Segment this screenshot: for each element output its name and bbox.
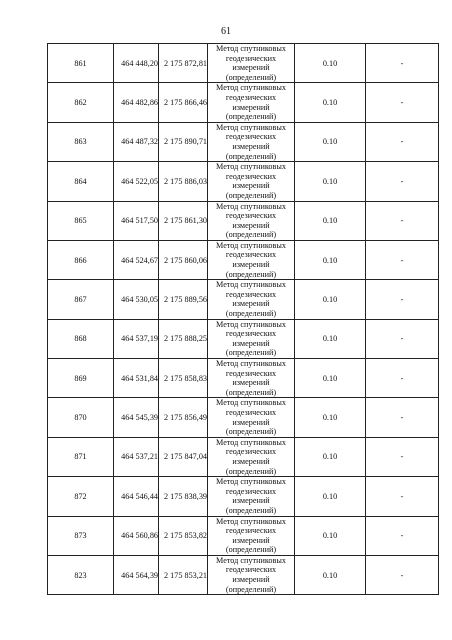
note-cell: -	[366, 516, 439, 555]
method-line: геодезических измерений	[225, 250, 277, 270]
method-line: геодезических измерений	[225, 53, 277, 73]
point-number-cell: 865	[48, 201, 114, 240]
y-coordinate-cell: 2 175 888,25	[159, 319, 208, 358]
x-coordinate-cell: 464 530,05	[114, 280, 159, 319]
method-cell	[208, 477, 295, 516]
method-line: (определений)	[225, 584, 277, 594]
note-cell: -	[366, 319, 439, 358]
table-row	[48, 280, 439, 319]
accuracy-cell: 0.10	[295, 162, 366, 201]
point-number-cell: 870	[48, 398, 114, 437]
note-cell: -	[366, 555, 439, 594]
note-cell: -	[366, 280, 439, 319]
method-cell	[208, 398, 295, 437]
x-coordinate-cell: 464 537,21	[114, 437, 159, 476]
note-cell: -	[366, 477, 439, 516]
point-number-cell: 863	[48, 122, 114, 161]
method-line: геодезических измерений	[225, 92, 277, 112]
accuracy-cell: 0.10	[295, 280, 366, 319]
note-cell: -	[366, 201, 439, 240]
table-row	[48, 319, 439, 358]
point-number-cell: 861	[48, 44, 114, 83]
coordinates-table-body	[48, 44, 439, 595]
y-coordinate-cell: 2 175 889,56	[159, 280, 208, 319]
x-coordinate-cell: 464 564,39	[114, 555, 159, 594]
method-line: геодезических измерений	[225, 289, 277, 309]
point-number-cell: 868	[48, 319, 114, 358]
method-line: (определений)	[225, 151, 277, 161]
method-line: (определений)	[225, 505, 277, 515]
method-line: геодезических измерений	[225, 329, 277, 348]
method-line: геодезических измерений	[225, 565, 277, 585]
table-row	[48, 516, 439, 555]
method-cell	[208, 516, 295, 555]
x-coordinate-cell: 464 524,67	[114, 240, 159, 279]
method-line: Метод спутниковых	[216, 398, 286, 408]
method-line: Метод спутниковых	[216, 516, 286, 526]
method-cell	[208, 162, 295, 201]
point-number-cell: 823	[48, 555, 114, 594]
y-coordinate-cell: 2 175 861,30	[159, 201, 208, 240]
method-line: (определений)	[225, 269, 277, 279]
y-coordinate-cell: 2 175 856,49	[159, 398, 208, 437]
accuracy-cell: 0.10	[295, 319, 366, 358]
point-number-cell: 864	[48, 162, 114, 201]
accuracy-cell: 0.10	[295, 477, 366, 516]
x-coordinate-cell: 464 482,86	[114, 83, 159, 122]
page-number: 61	[221, 26, 231, 37]
point-number-cell: 871	[48, 437, 114, 476]
point-number-cell: 869	[48, 359, 114, 398]
y-coordinate-cell: 2 175 853,21	[159, 555, 208, 594]
table-row	[48, 162, 439, 201]
y-coordinate-cell: 2 175 860,06	[159, 240, 208, 279]
method-cell	[208, 240, 295, 279]
method-cell	[208, 201, 295, 240]
accuracy-cell: 0.10	[295, 359, 366, 398]
note-cell: -	[366, 240, 439, 279]
method-line: Метод спутниковых	[216, 359, 286, 368]
table-row	[48, 555, 439, 594]
x-coordinate-cell: 464 537,19	[114, 319, 159, 358]
table-row	[48, 44, 439, 83]
method-line: (определений)	[225, 309, 277, 319]
method-line: (определений)	[225, 112, 277, 122]
method-line: геодезических измерений	[225, 368, 277, 388]
table-row	[48, 398, 439, 437]
method-line: Метод спутниковых	[216, 319, 286, 329]
method-line: (определений)	[225, 466, 277, 476]
method-cell	[208, 555, 295, 594]
method-line: Метод спутниковых	[216, 280, 286, 290]
note-cell: -	[366, 83, 439, 122]
note-cell: -	[366, 398, 439, 437]
table-row	[48, 477, 439, 516]
x-coordinate-cell: 464 522,05	[114, 162, 159, 201]
method-line: Метод спутниковых	[216, 162, 286, 172]
method-line: Метод спутниковых	[216, 477, 286, 487]
method-cell	[208, 437, 295, 476]
method-line: (определений)	[225, 348, 277, 358]
method-line: геодезических измерений	[225, 486, 277, 506]
method-line: (определений)	[225, 545, 277, 555]
x-coordinate-cell: 464 487,32	[114, 122, 159, 161]
method-cell	[208, 44, 295, 83]
y-coordinate-cell: 2 175 872,81	[159, 44, 208, 83]
accuracy-cell: 0.10	[295, 437, 366, 476]
method-line: Метод спутниковых	[216, 555, 286, 565]
method-line: Метод спутниковых	[216, 83, 286, 93]
method-cell	[208, 122, 295, 161]
table-row	[48, 437, 439, 476]
method-line: (определений)	[225, 230, 277, 240]
note-cell: -	[366, 359, 439, 398]
method-line: (определений)	[225, 387, 277, 397]
point-number-cell: 862	[48, 83, 114, 122]
point-number-cell: 873	[48, 516, 114, 555]
method-line: (определений)	[225, 72, 277, 82]
accuracy-cell: 0.10	[295, 201, 366, 240]
x-coordinate-cell: 464 448,20	[114, 44, 159, 83]
accuracy-cell: 0.10	[295, 240, 366, 279]
accuracy-cell: 0.10	[295, 398, 366, 437]
y-coordinate-cell: 2 175 847,04	[159, 437, 208, 476]
x-coordinate-cell: 464 531,84	[114, 359, 159, 398]
note-cell: -	[366, 162, 439, 201]
method-line: Метод спутниковых	[216, 437, 286, 447]
method-line: геодезических измерений	[225, 526, 277, 545]
point-number-cell: 867	[48, 280, 114, 319]
x-coordinate-cell: 464 517,50	[114, 201, 159, 240]
table-row	[48, 122, 439, 161]
x-coordinate-cell: 464 545,39	[114, 398, 159, 437]
note-cell: -	[366, 122, 439, 161]
y-coordinate-cell: 2 175 866,46	[159, 83, 208, 122]
method-cell	[208, 280, 295, 319]
y-coordinate-cell: 2 175 858,83	[159, 359, 208, 398]
y-coordinate-cell: 2 175 838,39	[159, 477, 208, 516]
x-coordinate-cell: 464 546,44	[114, 477, 159, 516]
method-cell	[208, 83, 295, 122]
coordinates-table	[47, 43, 439, 595]
point-number-cell: 872	[48, 477, 114, 516]
accuracy-cell: 0.10	[295, 44, 366, 83]
method-line: геодезических измерений	[225, 407, 277, 427]
method-line: (определений)	[225, 427, 277, 437]
y-coordinate-cell: 2 175 853,82	[159, 516, 208, 555]
method-line: Метод спутниковых	[216, 201, 286, 211]
table-row	[48, 240, 439, 279]
y-coordinate-cell: 2 175 890,71	[159, 122, 208, 161]
method-line: геодезических измерений	[225, 132, 277, 151]
method-line: Метод спутниковых	[216, 122, 286, 132]
method-cell	[208, 319, 295, 358]
method-line: геодезических измерений	[225, 447, 277, 466]
method-line: (определений)	[225, 190, 277, 200]
y-coordinate-cell: 2 175 886,03	[159, 162, 208, 201]
note-cell: -	[366, 44, 439, 83]
table-row	[48, 201, 439, 240]
method-line: Метод спутниковых	[216, 44, 286, 53]
accuracy-cell: 0.10	[295, 122, 366, 161]
method-line: геодезических измерений	[225, 211, 277, 230]
accuracy-cell: 0.10	[295, 83, 366, 122]
x-coordinate-cell: 464 560,86	[114, 516, 159, 555]
point-number-cell: 866	[48, 240, 114, 279]
accuracy-cell: 0.10	[295, 516, 366, 555]
method-line: Метод спутниковых	[216, 240, 286, 250]
table-row	[48, 359, 439, 398]
accuracy-cell: 0.10	[295, 555, 366, 594]
method-cell	[208, 359, 295, 398]
note-cell: -	[366, 437, 439, 476]
table-row	[48, 83, 439, 122]
method-line: геодезических измерений	[225, 171, 277, 191]
